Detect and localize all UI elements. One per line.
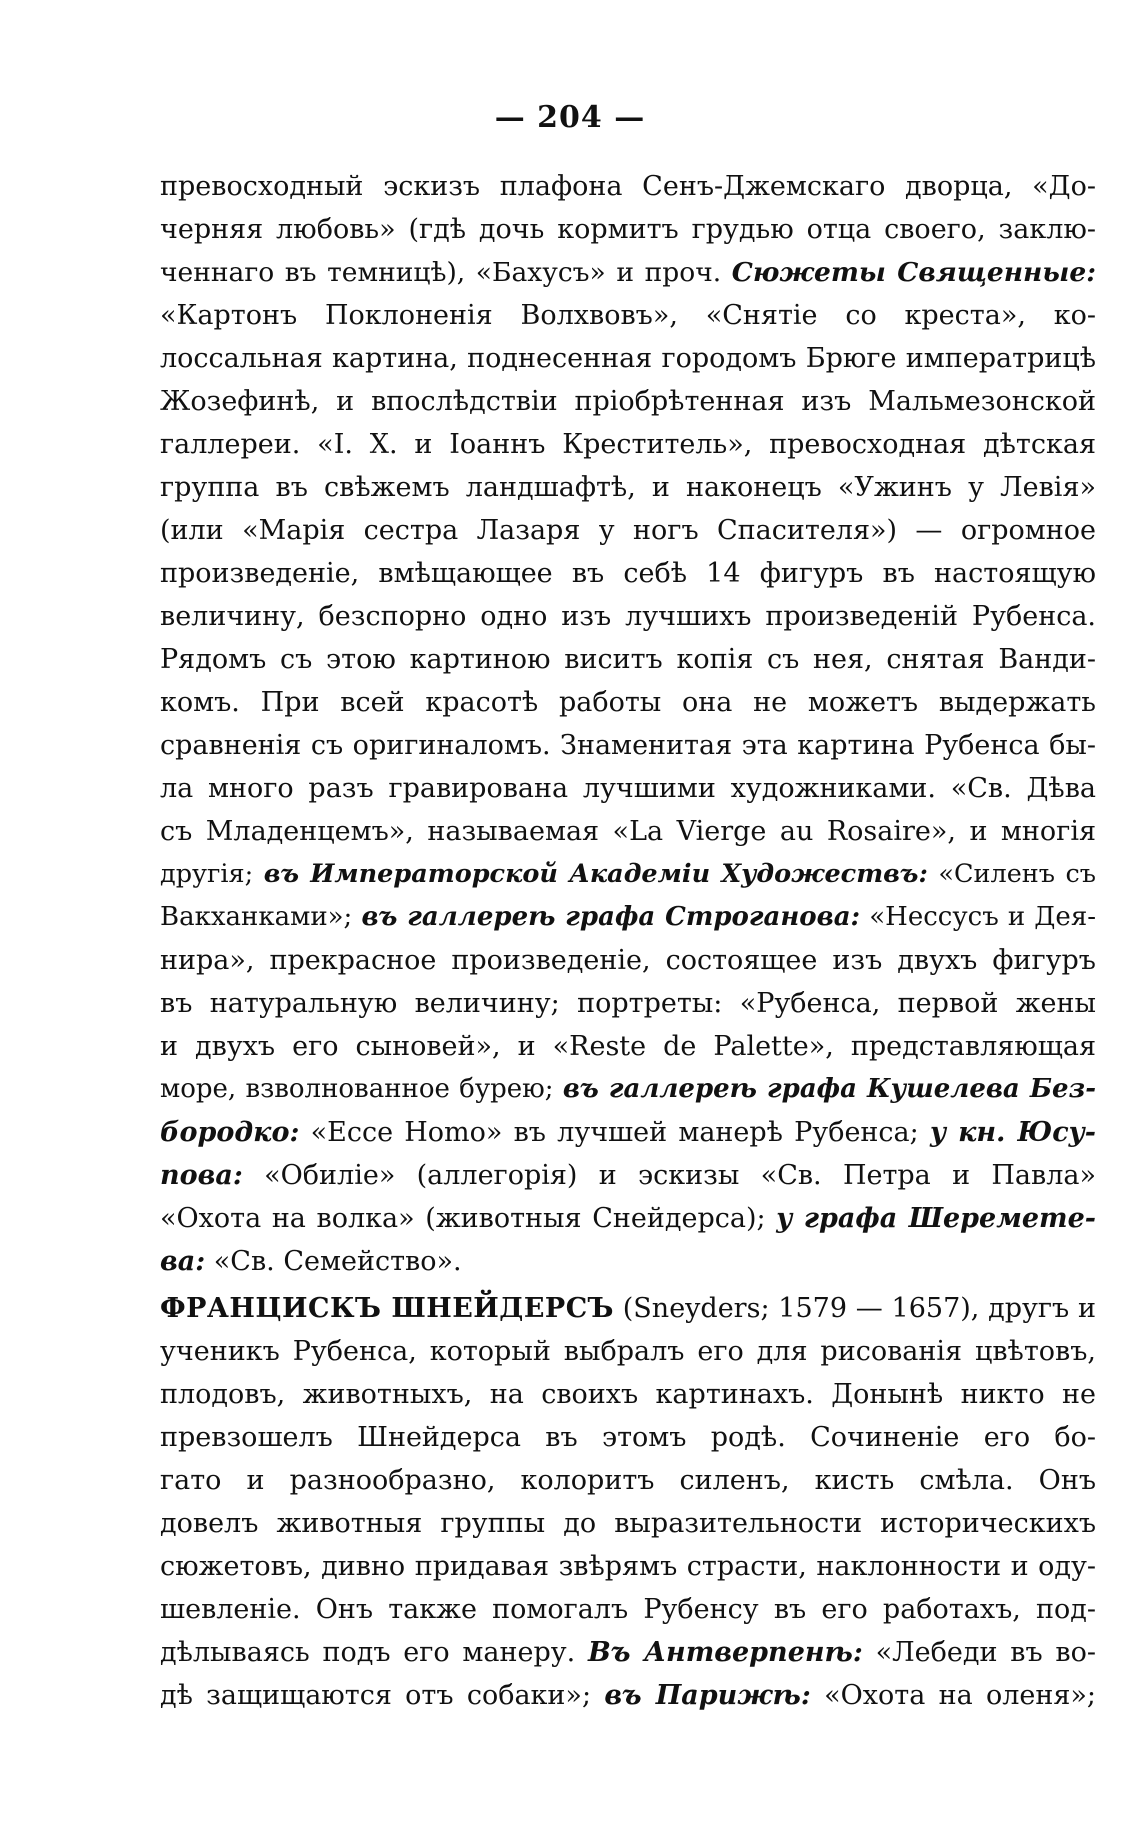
emphasis-text: ва: <box>160 1246 206 1277</box>
text-run: сюжетовъ, дивно придавая звѣрямъ страсти, наклонности и оду- <box>160 1551 1096 1582</box>
text-line <box>160 1674 1096 1717</box>
text-run: черняя любовь» (гдѣ дочь кормитъ грудью отца своего, заклю- <box>160 214 1096 245</box>
text-line <box>160 1373 1096 1416</box>
text-line <box>160 1416 1096 1459</box>
text-line <box>160 853 1096 896</box>
text-line <box>160 896 1096 939</box>
text-run: дѣлываясь подъ его манеру. <box>160 1637 588 1668</box>
text-run: Жозефинѣ, и впослѣдствіи пріобрѣтенная изъ Мальмезонской <box>160 386 1096 417</box>
text-line <box>160 1025 1096 1068</box>
text-line <box>160 466 1096 509</box>
text-line <box>160 939 1096 982</box>
text-line <box>160 552 1096 595</box>
text-line <box>160 595 1096 638</box>
emphasis-text: въ галлереѣ графа Кушелева Без- <box>562 1074 1096 1104</box>
text-run: нира», прекрасное произведеніе, состоящее изъ двухъ фигуръ <box>160 945 1096 976</box>
text-run: «Охота на волка» (животныя Снейдерса); <box>160 1203 777 1234</box>
text-run: превзошелъ Шнейдерса въ этомъ родѣ. Сочиненіе его бо- <box>160 1422 1096 1453</box>
text-line <box>160 1154 1096 1197</box>
text-run: «Обиліе» (аллегорія) и эскизы «Св. Петра и Павла» <box>242 1160 1096 1191</box>
emphasis-text: въ Парижѣ: <box>604 1680 811 1711</box>
text-run: произведеніе, вмѣщающее въ себѣ 14 фигуръ въ настоящую <box>160 558 1096 589</box>
text-line <box>160 337 1096 380</box>
emphasis-text: въ Императорской Академіи Художествъ: <box>263 859 928 889</box>
text-line <box>160 1330 1096 1373</box>
text-run: «Нессусъ и Дея- <box>860 902 1096 932</box>
text-run: ченнаго въ темницѣ), «Бахусъ» и проч. <box>160 257 732 288</box>
text-line <box>160 1111 1096 1154</box>
emphasis-text: у графа Шереметe- <box>776 1203 1096 1234</box>
text-run: галлереи. «I. X. и Іоаннъ Креститель», превосходная дѣтская <box>160 429 1096 460</box>
text-run: «Лебеди въ во- <box>862 1637 1096 1668</box>
text-line <box>160 681 1096 724</box>
text-line <box>160 724 1096 767</box>
text-run: «Картонъ Поклоненія Волхвовъ», «Снятіе со креста», ко- <box>160 300 1096 331</box>
text-line <box>160 1502 1096 1545</box>
text-line <box>160 251 1096 294</box>
text-line <box>160 1068 1096 1111</box>
text-line <box>160 982 1096 1025</box>
text-run: сравненія съ оригиналомъ. Знаменитая эта картина Рубенса бы- <box>160 730 1096 761</box>
text-run: и двухъ его сыновей», и «Reste de Palette», представляющая <box>160 1031 1096 1062</box>
emphasis-text: въ галлереѣ графа Строганова: <box>361 902 861 932</box>
text-run: съ Младенцемъ», называемая «La Vierge au Rosaire», и многія <box>160 816 1096 847</box>
text-line <box>160 1631 1096 1674</box>
text-run: группа въ свѣжемъ ландшафтѣ, и наконецъ «Ужинъ у Левія» <box>160 472 1096 503</box>
text-run: море, взволнованное бурею; <box>160 1074 563 1104</box>
text-run: «Охота на оленя»; <box>810 1680 1096 1711</box>
section-heading: ФРАНЦИСКЪ ШНЕЙДЕРСЪ <box>160 1293 615 1324</box>
text-run: ла много разъ гравирована лучшими художниками. «Св. Дѣва <box>160 773 1096 804</box>
text-line <box>160 810 1096 853</box>
text-line <box>160 767 1096 810</box>
text-line <box>160 1588 1096 1631</box>
text-run: другія; <box>160 859 264 889</box>
emphasis-text: пова: <box>160 1160 243 1191</box>
text-run: довелъ животныя группы до выразительности историческихъ <box>160 1508 1096 1539</box>
text-run: дѣ защищаются отъ собаки»; <box>160 1680 605 1711</box>
text-run: «Ecce Homo» въ лучшей манерѣ Рубенса; <box>299 1117 930 1148</box>
text-run: въ натуральную величину; портреты: «Рубенса, первой жены <box>160 988 1096 1019</box>
text-run: ученикъ Рубенса, который выбралъ его для рисованія цвѣтовъ, <box>160 1336 1096 1367</box>
text-run: (Sneyders; 1579 — 1657), другъ и <box>614 1293 1096 1324</box>
text-run: величину, безспорно одно изъ лучшихъ произведеній Рубенса. <box>160 601 1096 632</box>
body-text <box>160 165 1096 1717</box>
text-line <box>160 1545 1096 1588</box>
text-run: гато и разнообразно, колоритъ силенъ, кисть смѣла. Онъ <box>160 1465 1096 1496</box>
text-line <box>160 165 1096 208</box>
text-run: превосходный эскизъ плафона Сенъ-Джемскаго дворца, «До- <box>160 171 1096 202</box>
text-line <box>160 509 1096 552</box>
text-line <box>160 380 1096 423</box>
text-run: лоссальная картина, поднесенная городомъ Брюге императрицѣ <box>160 343 1096 374</box>
text-run: плодовъ, животныхъ, на своихъ картинахъ. Донынѣ никто не <box>160 1379 1096 1410</box>
emphasis-text: Въ Антверпенѣ: <box>588 1637 863 1668</box>
text-run: кoмъ. При всей красотѣ работы она не можетъ выдержать <box>160 687 1096 718</box>
text-run: шевленіе. Онъ также помогалъ Рубенсу въ его работахъ, под- <box>160 1594 1096 1625</box>
emphasis-text: Сюжеты Священные: <box>731 257 1096 288</box>
text-line <box>160 423 1096 466</box>
text-run: «Силенъ съ <box>927 859 1096 889</box>
text-run: «Св. Семейство». <box>205 1246 462 1277</box>
text-line <box>160 1459 1096 1502</box>
emphasis-text: бородко: <box>160 1117 300 1148</box>
text-line <box>160 1287 1096 1330</box>
text-line <box>160 638 1096 681</box>
text-line <box>160 1197 1096 1240</box>
text-run: Вакханками»; <box>160 902 362 932</box>
text-line <box>160 294 1096 337</box>
page-number: — 204 — <box>494 100 646 135</box>
emphasis-text: у кн. Юсу- <box>929 1117 1096 1148</box>
text-line <box>160 208 1096 251</box>
text-run: Рядомъ съ этою картиною виситъ копія съ нея, снятая Ванди- <box>160 644 1096 675</box>
text-line <box>160 1240 1096 1283</box>
text-run: (или «Марія сестра Лазаря у ногъ Спасителя») — огромное <box>160 515 1096 546</box>
